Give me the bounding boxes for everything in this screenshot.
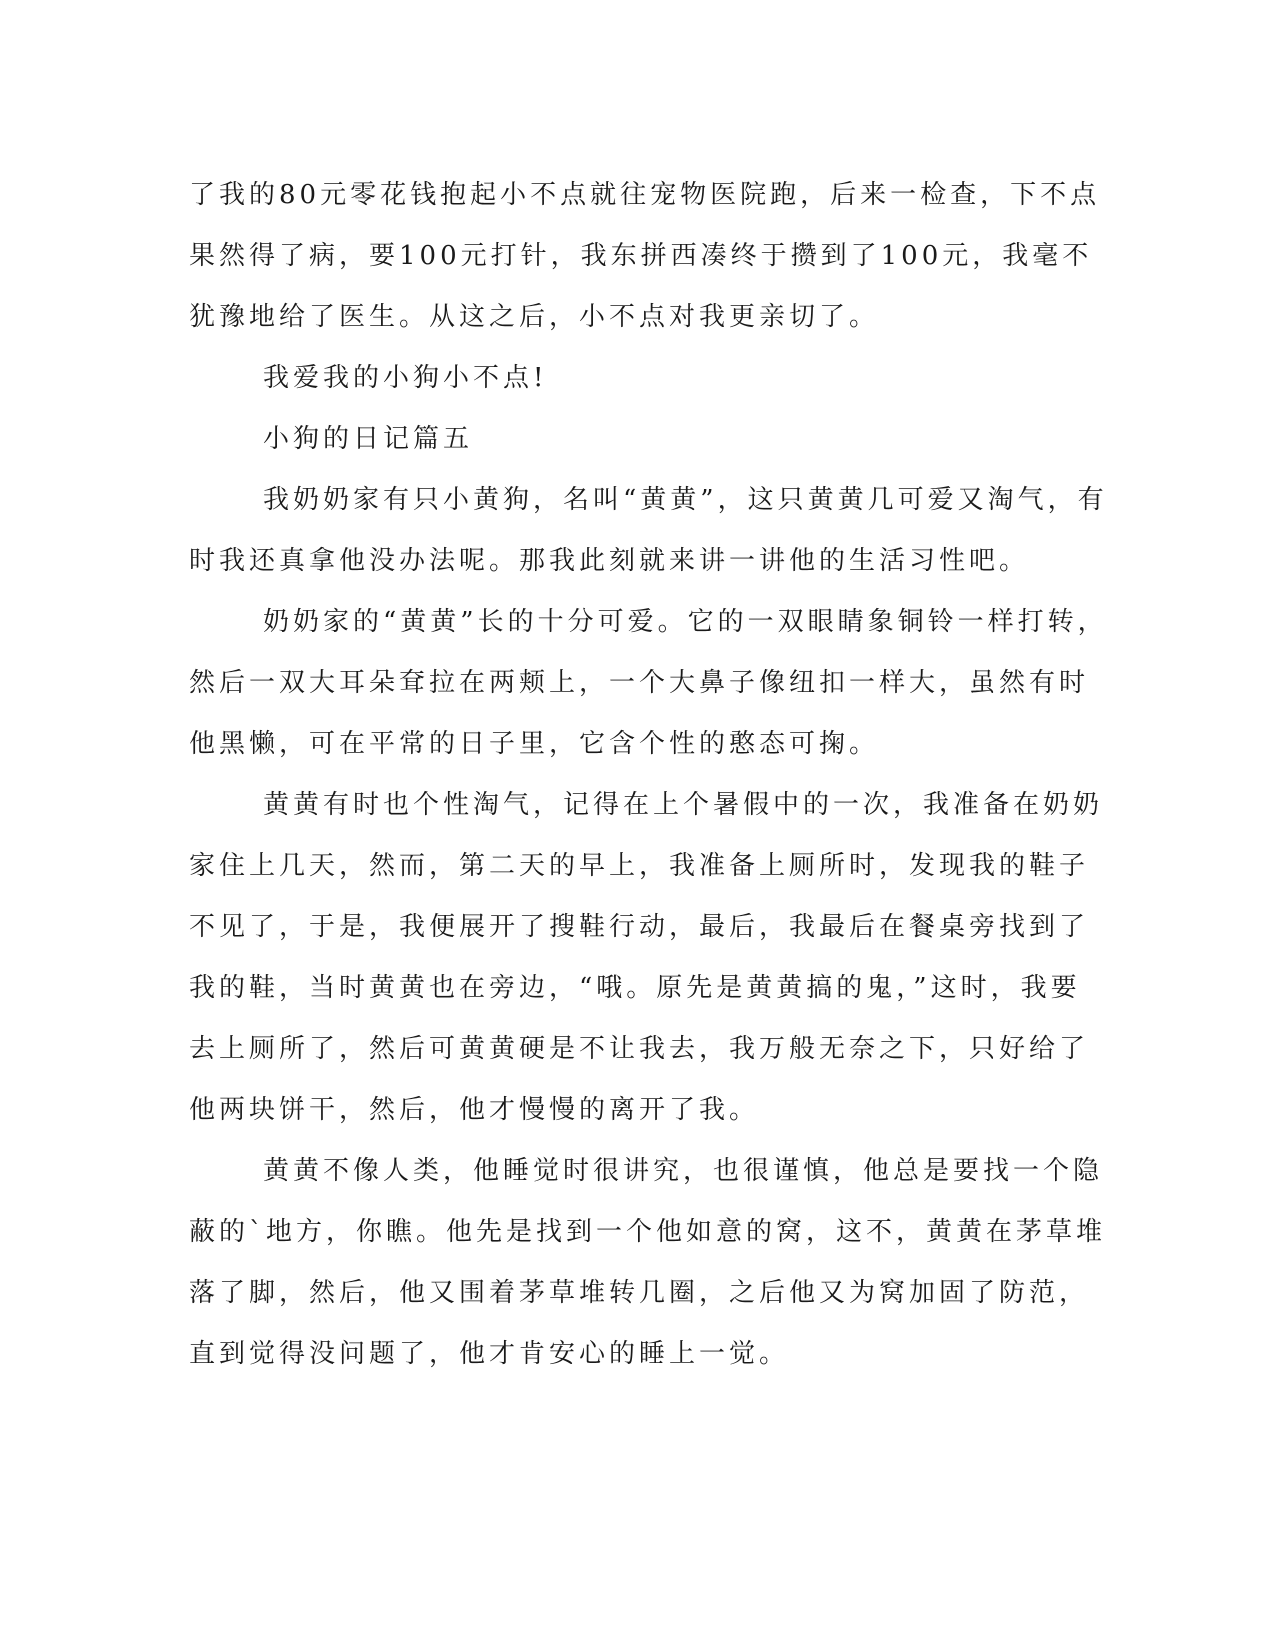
text-line: 时我还真拿他没办法呢。那我此刻就来讲一讲他的生活习性吧。 <box>189 546 1030 576</box>
text-line: 落了脚，然后，他又围着茅草堆转几圈，之后他又为窝加固了防范， <box>189 1278 1090 1308</box>
section-heading: 小狗的日记篇五 <box>263 424 474 454</box>
text-line: 家住上几天，然而，第二天的早上，我准备上厕所时，发现我的鞋子 <box>189 851 1090 881</box>
text-line: 去上厕所了，然后可黄黄硬是不让我去，我万般无奈之下，只好给了 <box>189 1034 1090 1064</box>
paragraph-line: 黄黄有时也个性淘气，记得在上个暑假中的一次，我准备在奶奶 <box>263 790 1104 820</box>
text-line: 犹豫地给了医生。从这之后，小不点对我更亲切了。 <box>189 302 880 332</box>
text-line: 他两块饼干，然后，他才慢慢的离开了我。 <box>189 1095 760 1125</box>
text-line: 不见了，于是，我便展开了搜鞋行动，最后，我最后在餐桌旁找到了 <box>189 912 1090 942</box>
paragraph-line: 我奶奶家有只小黄狗，名叫“黄黄”，这只黄黄几可爱又淘气，有 <box>263 485 1108 515</box>
text-line: 直到觉得没问题了，他才肯安心的睡上一觉。 <box>189 1339 790 1369</box>
text-line: 果然得了病，要100元打针，我东拼西凑终于攒到了100元，我毫不 <box>189 241 1093 271</box>
text-line: 了我的80元零花钱抱起小不点就往宠物医院跑，后来一检查，下不点 <box>189 180 1101 210</box>
document-body <box>189 165 1108 1385</box>
text-line: 我的鞋，当时黄黄也在旁边，“哦。原先是黄黄搞的鬼，”这时，我要 <box>189 973 1081 1003</box>
text-line: 然后一双大耳朵耷拉在两颊上，一个大鼻子像纽扣一样大，虽然有时 <box>189 668 1090 698</box>
paragraph-line: 奶奶家的“黄黄”长的十分可爱。它的一双眼睛象铜铃一样打转， <box>263 607 1108 637</box>
paragraph-line: 黄黄不像人类，他睡觉时很讲究，也很谨慎，他总是要找一个隐 <box>263 1156 1104 1186</box>
paragraph-line: 我爱我的小狗小不点! <box>263 363 548 393</box>
text-line: 他黑懒，可在平常的日子里，它含个性的憨态可掬。 <box>189 729 880 759</box>
text-line: 蔽的`地方，你瞧。他先是找到一个他如意的窝，这不，黄黄在茅草堆 <box>189 1217 1107 1247</box>
